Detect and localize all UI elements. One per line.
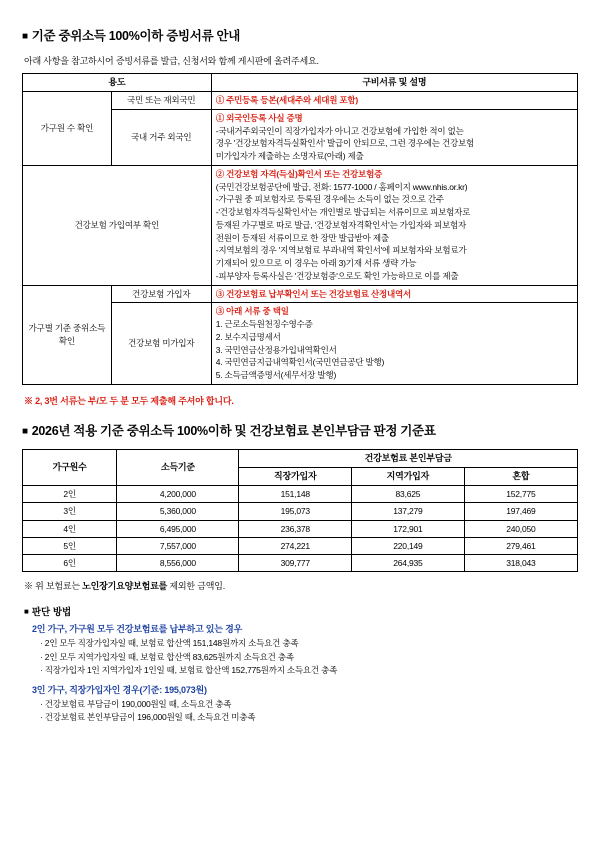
cell-workplace: 309,777 <box>239 555 352 572</box>
col-use: 용도 <box>23 74 212 92</box>
square-bullet-icon: ■ <box>22 31 28 42</box>
col-workplace-subscriber: 직장가입자 <box>239 467 352 485</box>
section3-heading <box>24 604 578 618</box>
sub-insurance-nonsubscriber: 건강보험 미가입자 <box>111 303 211 385</box>
doc-line: -가구원 중 피보험자로 등록된 경우에는 소득이 없는 것으로 간주 <box>215 194 444 205</box>
case-block <box>32 683 578 724</box>
section2-footnote <box>24 579 578 592</box>
doc-line: 경우 '건강보험자격득실확인서' 발급이 안되므로, 그런 경우에는 건강보험 <box>215 138 474 149</box>
doc-line: 4. 국민연금지급내역확인서(국민연금공단 발행) <box>215 357 385 368</box>
table-row <box>23 503 578 520</box>
sub-insurance-subscriber: 건강보험 가입자 <box>111 285 211 303</box>
case-line: · 직장가입자 1인 지역가입자 1인일 때, 보험료 합산액 152,775원까지 소득요건 충족 <box>40 664 338 675</box>
section1-heading-text: 기준 중위소득 100%이하 증빙서류 안내 <box>31 29 241 43</box>
doc-line: 1. 근로소득원천징수영수증 <box>215 319 313 330</box>
doc-line: 등재된 가구별로 따로 발급, '건강보험자격확인서'는 가입자와 피보험자 <box>215 219 466 230</box>
sub-foreign-resident: 국내 거주 외국인 <box>111 109 211 165</box>
doc-line: 기재되어 있으므로 이 경우는 아래 3)기재 서류 생략 가능 <box>215 258 417 269</box>
doc-line: -피부양자 등록사실은 '건강보험증'으로도 확인 가능하므로 이를 제출 <box>215 270 459 281</box>
col-region-subscriber: 지역가입자 <box>352 467 465 485</box>
doc-line: 2. 보수지급명세서 <box>215 331 281 342</box>
doc-line: 전원이 등재된 서류이므로 한 장만 발급받아 제출 <box>215 232 389 243</box>
docs-cell <box>211 109 577 165</box>
cell-region: 264,935 <box>352 555 465 572</box>
case-line: · 건강보험료 본인부담금이 196,000원일 때, 소득요건 미충족 <box>40 712 256 723</box>
cell-mixed: 240,050 <box>464 520 577 537</box>
cell-household: 6인 <box>23 555 117 572</box>
cell-region: 220,149 <box>352 537 465 554</box>
cell-income: 7,557,000 <box>117 537 239 554</box>
section2-heading <box>22 421 578 439</box>
col-income-standard: 소득기준 <box>117 449 239 485</box>
docs-cell <box>211 165 577 285</box>
docs-cell <box>211 285 577 303</box>
use-insurance-status: 건강보험 가입여부 확인 <box>23 165 212 285</box>
cell-household: 5인 <box>23 537 117 554</box>
doc-line: ③ 아래 서류 중 택일 <box>215 306 289 317</box>
cell-region: 172,901 <box>352 520 465 537</box>
table-header-row <box>23 74 578 92</box>
section3-heading-text: 판단 방법 <box>31 607 72 619</box>
use-median-income-label: 가구별 기준 중위소득 확인 <box>28 323 106 346</box>
doc-line: ③ 건강보험료 납부확인서 또는 건강보험료 산정내역서 <box>215 288 412 299</box>
case-title: 2인 가구, 가구원 모두 건강보험료를 납부하고 있는 경우 <box>32 624 243 635</box>
cell-household: 4인 <box>23 520 117 537</box>
cell-income: 8,556,000 <box>117 555 239 572</box>
case-line: · 2인 모두 직장가입자일 때, 보험료 합산액 151,148원까지 소득요건 충족 <box>40 638 299 649</box>
cell-mixed: 197,469 <box>464 503 577 520</box>
doc-line: 미가입자가 제출하는 소명자료(아래) 제출 <box>215 151 364 162</box>
table-row <box>23 485 578 502</box>
case-block <box>32 622 578 677</box>
table-row <box>23 92 578 110</box>
cell-workplace: 274,221 <box>239 537 352 554</box>
cell-household: 3인 <box>23 503 117 520</box>
doc-line: ① 외국인등록 사실 증명 <box>215 112 303 123</box>
cell-mixed: 318,043 <box>464 555 577 572</box>
square-bullet-icon: ■ <box>22 425 28 437</box>
doc-line: -지역보험의 경우 '지역보험료 부과내역 확인서'에 피보험자와 보험료가 <box>215 245 467 256</box>
square-bullet-icon: ■ <box>24 607 29 617</box>
cell-income: 4,200,000 <box>117 485 239 502</box>
footnote-emphasis: 노인장기요양보험료를 <box>82 581 168 592</box>
doc-line: ① 주민등록 등본(세대주와 세대원 포함) <box>215 95 359 106</box>
table-row <box>23 537 578 554</box>
section1-intro: 아래 사항을 참고하시어 증빙서류를 발급, 신청서와 함께 게시판에 올려주세요. <box>24 56 319 66</box>
cell-workplace: 151,148 <box>239 485 352 502</box>
doc-line: 3. 국민연금산정용가입내역확인서 <box>215 344 337 355</box>
insurance-premium-table <box>22 449 578 573</box>
cell-region: 137,279 <box>352 503 465 520</box>
cell-mixed: 279,461 <box>464 537 577 554</box>
section1-heading <box>22 26 578 44</box>
table-row <box>23 285 578 303</box>
documents-table <box>22 73 578 385</box>
cell-mixed: 152,775 <box>464 485 577 502</box>
col-premium-group: 건강보험료 본인부담금 <box>239 449 578 467</box>
table-row <box>23 555 578 572</box>
col-docs: 구비서류 및 설명 <box>211 74 577 92</box>
cell-income: 5,360,000 <box>117 503 239 520</box>
case-title: 3인 가구, 직장가입자인 경우(기준: 195,073원) <box>32 684 207 695</box>
cell-region: 83,625 <box>352 485 465 502</box>
col-mixed: 혼합 <box>464 467 577 485</box>
cell-workplace: 195,073 <box>239 503 352 520</box>
section1-footnote: ※ 2, 3번 서류는 부/모 두 분 모두 제출해 주셔야 합니다. <box>24 395 234 406</box>
case-line: · 2인 모두 지역가입자일 때, 보험료 합산액 83,625원까지 소득요건 충족 <box>40 651 294 662</box>
doc-line: 5. 소득금액증명서(세무서장 발행) <box>215 370 337 381</box>
section2-heading-text: 2026년 적용 기준 중위소득 100%이하 및 건강보험료 본인부담금 판정 기준표 <box>31 423 436 438</box>
case-line: · 건강보험료 부담금이 190,000원일 때, 소득요건 충족 <box>40 698 232 709</box>
cell-income: 6,495,000 <box>117 520 239 537</box>
doc-line: (국민건강보험공단에 발급, 전화: 1577-1000 / 홈페이지 www.nhis.or.kr) <box>215 181 468 192</box>
doc-line: ② 건강보험 자격(득실)확인서 또는 건강보험증 <box>215 168 383 179</box>
cell-household: 2인 <box>23 485 117 502</box>
footnote-prefix: ※ 위 보험료는 <box>24 581 83 592</box>
table-row <box>23 520 578 537</box>
use-median-income <box>23 285 112 384</box>
table-row <box>23 165 578 285</box>
use-household-count: 가구원 수 확인 <box>23 92 112 166</box>
table-header-row <box>23 449 578 467</box>
doc-line: -'건강보험자격득실확인서'는 개인별로 발급되는 서류이므로 피보험자로 <box>215 207 471 218</box>
col-household-size: 가구원수 <box>23 449 117 485</box>
footnote-suffix: 제외한 금액임. <box>167 581 225 592</box>
docs-cell <box>211 92 577 110</box>
cell-workplace: 236,378 <box>239 520 352 537</box>
sub-korean-national: 국민 또는 재외국민 <box>111 92 211 110</box>
doc-line: -국내거주외국인이 직장가입자가 아니고 건강보험에 가입한 적이 없는 <box>215 125 464 136</box>
docs-cell <box>211 303 577 385</box>
